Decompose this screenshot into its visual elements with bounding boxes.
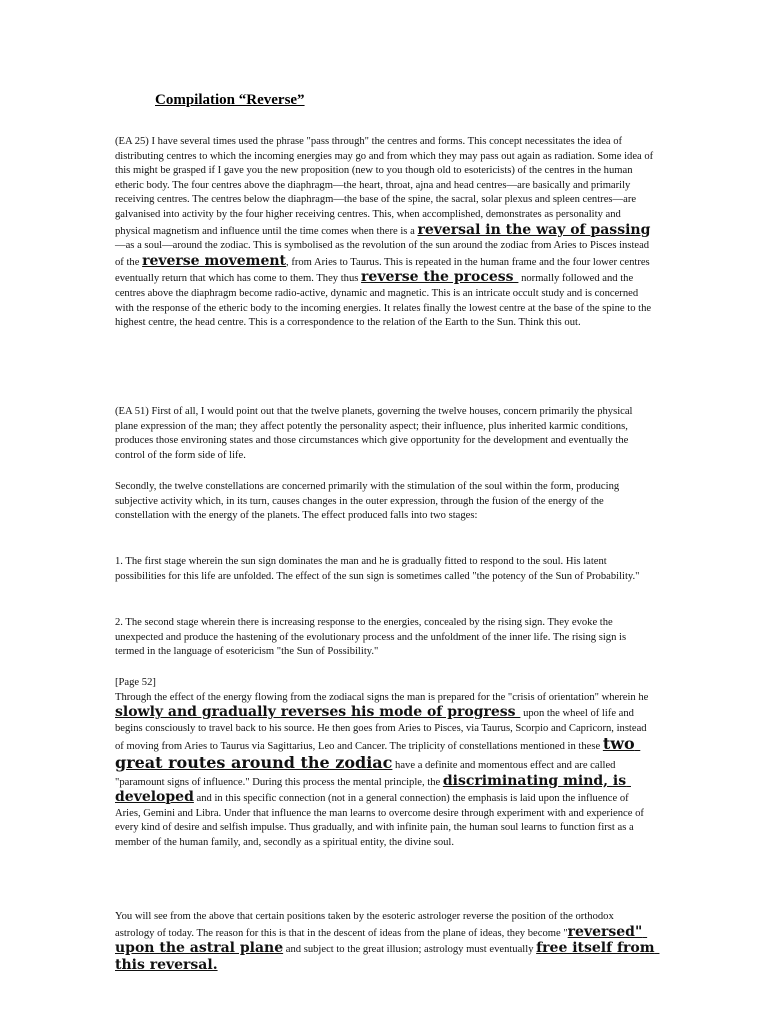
emphasis-free-itself: free itself from this reversal. — [115, 940, 660, 973]
paragraph-constellations: Secondly, the twelve constellations are concerned primarily with the stimulation of the soul within the form, producing subjective activity which, in its turn, causes changes in the outer expression, through the fusion of the energy of the constellation with the energy of the planets. The effect produced falls into two stages: — [115, 481, 620, 522]
emphasis-reversal-in-the-way-of-passing: reversal in the way of passing — [417, 221, 651, 238]
paragraph-text: , from Aries to Taurus. This is repeated in the human frame and the four lower centres eventually return that which has come to them. They thus — [115, 256, 650, 285]
paragraph-text: You will see from the above that certain positions taken by the esoteric astrologer reverse the position of the orthodox astrology of today. The reason for this is that in the descent of ideas from the plane of ideas, they become " — [115, 911, 614, 939]
emphasis-reverse-movement: reverse movement — [142, 252, 287, 269]
paragraph-ea25 — [115, 135, 655, 331]
document-title: Compilation “Reverse” — [155, 92, 305, 108]
paragraph-first-stage: 1. The first stage wherein the sun sign dominates the man and he is gradually fitted to respond to the soul. His latent possibilities for this life are unfolded. The effect of the sun sign is sometimes called "the potency of the Sun of Probability." — [115, 556, 640, 582]
paragraph-text: upon the wheel of life and begins consciously to travel back to his source. He then goes from Aries to Pisces, via Taurus, Scorpio and Capricorn, instead of moving from Aries to Taurus via Sagittarius, Leo and Cancer. The triplicity of constellations mentioned in these — [115, 708, 647, 753]
paragraph-text: normally followed and the centres above the diaphragm become radio-active, dynamic and magnetic. This is an intricate occult study and is concerned with the response of the etheric body to the incoming energies. It relates finally the lowest centre at the base of the spine to the highest centre, the head centre. This is a correspondence to the relation of the Earth to the Sun. Think this out. — [115, 273, 652, 329]
emphasis-discriminating-mind: discriminating mind, is developed — [115, 772, 631, 806]
emphasis-reverse-the-process: reverse the process — [361, 269, 519, 286]
paragraph-text: have a definite and momentous effect and are called "paramount signs of influence." During this process the mental principle, the — [115, 759, 616, 788]
paragraph-page-52 — [115, 676, 655, 851]
paragraph-text: —as a soul—around the zodiac. This is symbolised as the revolution of the sun around the zodiac from Aries to Pisces instead of the — [115, 240, 650, 268]
emphasis-slowly-and-gradually: slowly and gradually reverses his mode of progress — [115, 704, 521, 721]
paragraph-text: and in this specific connection (not in a general connection) the emphasis is laid upon the influence of Aries, Gemini and Libra. Under that influence the man learns to overcome desire through experiment with and experience of every kind of desire and selfish impulse. Thus gradually, and with infinite pain, the human soul learns to function first as a member of the human family, and, secondly as a spiritual entity, the divine soul. — [115, 793, 644, 848]
page-marker: [Page 52] — [115, 677, 156, 688]
emphasis-two-great-routes: two great routes around the zodiac — [115, 734, 641, 772]
paragraph-text: (EA 25) I have several times used the phrase "pass through" the centres and forms. This concept necessitates the idea of distributing centres to which the incoming energies may go and from which they may pass out again as radiation. Some idea of this might be grasped if I gave you the new proposition (new to you though old to esotericists) of the centres in the human etheric body. The four centres above the diaphragm—the heart, throat, ajna and head centres—are basically and primarily receiving centres. The centres below the diaphragm—the base of the spine, the sacral, solar plexus and spleen centres—are galvanised into activity by the four higher receiving centres. This, when accomplished, demonstrates as personality and physical magnetism and influence until the time comes when there is a — [115, 136, 654, 237]
paragraph-text: and subject to the great illusion; astrology must eventually — [283, 944, 537, 956]
paragraph-second-stage: 2. The second stage wherein there is increasing response to the energies, concealed by the rising sign. They evoke the unexpected and produce the hastening of the evolutionary process and the unfoldment of the inner life. The rising sign is termed in the language of esotericism "the Sun of Possibility." — [115, 617, 627, 658]
emphasis-reversed-upon-astral-plane: reversed" upon the astral plane — [115, 923, 648, 957]
paragraph-text: Through the effect of the energy flowing from the zodiacal signs the man is prepared for the "crisis of orientation" wherein he — [115, 691, 649, 703]
paragraph-conclusion — [115, 910, 660, 974]
paragraph-ea51: (EA 51) First of all, I would point out that the twelve planets, governing the twelve houses, concern primarily the physical plane expression of the man; they affect potently the personality aspect; their influence, plus inherited karmic conditions, produces those environing states and those circumstances which give opportunity for the development and eventually the control of the form side of life. — [115, 406, 633, 461]
